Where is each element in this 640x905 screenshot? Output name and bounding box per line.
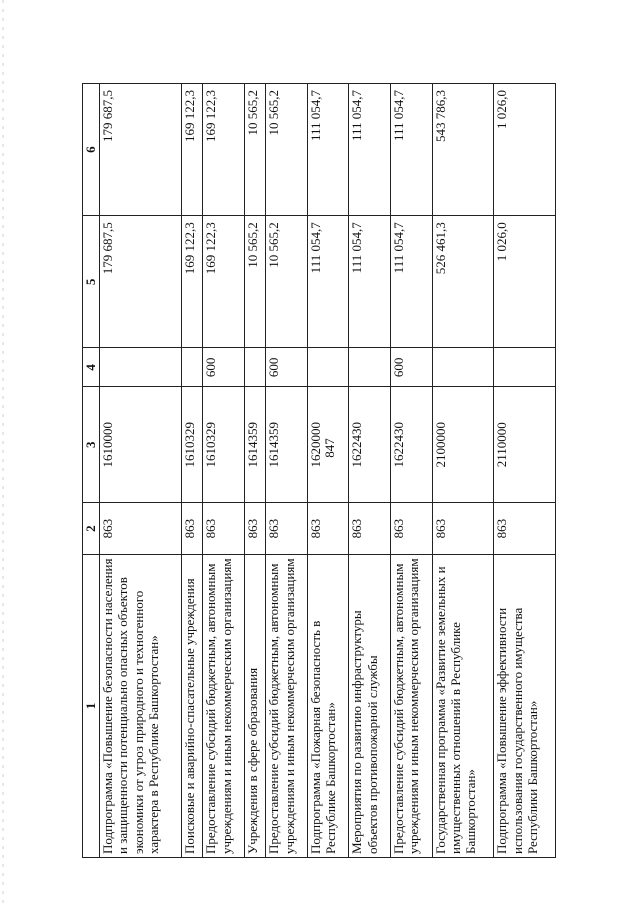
row-name: Государственная программа «Развитие земельных и имущественных отношений в Республике Башкортостан» (432, 554, 494, 857)
header-col-2: 2 (83, 503, 100, 555)
row-target-article: 2100000 (432, 387, 494, 503)
header-col-6: 6 (83, 84, 100, 216)
row-amount-1: 179 687,5 (100, 216, 182, 348)
row-code: 863 (181, 503, 202, 555)
row-name: Предоставление субсидий бюджетным, автономным учреждениям и иным некоммерческим организациям (390, 554, 432, 857)
row-name: Подпрограмма «Пожарная безопасность в Республике Башкортостан» (307, 554, 349, 857)
row-name: Подпрограмма «Повышение безопасности населения и защищенности потенциально опасных объектов экономики от угроз природного и техногенного характера в Республике Башкортостан» (100, 554, 182, 857)
row-amount-1: 111 054,7 (307, 216, 349, 348)
row-target-article: 1610000 (100, 387, 182, 503)
row-expense-type: 600 (203, 348, 245, 387)
row-code: 863 (100, 503, 182, 555)
row-amount-2: 10 565,2 (266, 84, 308, 216)
table-row (181, 84, 202, 858)
row-amount-1: 111 054,7 (390, 216, 432, 348)
row-code: 863 (349, 503, 391, 555)
table-row (349, 84, 391, 858)
row-expense-type: 600 (266, 348, 308, 387)
budget-table (82, 83, 556, 858)
row-amount-2: 111 054,7 (307, 84, 349, 216)
table-row (100, 84, 182, 858)
row-amount-1: 1 026,0 (494, 216, 556, 348)
scan-edge-mark (2, 0, 4, 905)
row-target-article: 1622430 (349, 387, 391, 503)
row-expense-type (432, 348, 494, 387)
header-col-4: 4 (83, 348, 100, 387)
row-amount-2: 111 054,7 (390, 84, 432, 216)
row-amount-2: 169 122,3 (203, 84, 245, 216)
row-code: 863 (203, 503, 245, 555)
row-expense-type (494, 348, 556, 387)
row-expense-type (181, 348, 202, 387)
row-expense-type (244, 348, 265, 387)
row-code: 863 (432, 503, 494, 555)
row-target-article: 1610329 (181, 387, 202, 503)
table-row (244, 84, 265, 858)
table-row (390, 84, 432, 858)
row-expense-type (307, 348, 349, 387)
row-amount-2: 179 687,5 (100, 84, 182, 216)
row-amount-2: 169 122,3 (181, 84, 202, 216)
table-row (307, 84, 349, 858)
row-name: Предоставление субсидий бюджетным, автономным учреждениям и иным некоммерческим организациям (266, 554, 308, 857)
row-amount-1: 111 054,7 (349, 216, 391, 348)
row-target-article: 1622430 (390, 387, 432, 503)
row-amount-1: 10 565,2 (266, 216, 308, 348)
row-expense-type (100, 348, 182, 387)
table-header-row (83, 84, 100, 858)
row-code: 863 (494, 503, 556, 555)
row-amount-1: 10 565,2 (244, 216, 265, 348)
header-col-3: 3 (83, 387, 100, 503)
row-target-article: 1620000 (307, 387, 349, 503)
row-amount-1: 169 122,3 (181, 216, 202, 348)
header-col-5: 5 (83, 216, 100, 348)
row-name: Учреждения в сфере образования (244, 554, 265, 857)
row-target-article: 1610329 (203, 387, 245, 503)
row-expense-type (349, 348, 391, 387)
row-name: Подпрограмма «Повышение эффективности использования государственного имущества Республики Башкортостан» (494, 554, 556, 857)
header-col-1: 1 (83, 554, 100, 857)
row-target-article: 1614359 (266, 387, 308, 503)
rotated-table-container (82, 83, 556, 858)
row-amount-2: 10 565,2 (244, 84, 265, 216)
row-code: 863 (266, 503, 308, 555)
row-expense-type: 600 (390, 348, 432, 387)
row-amount-2: 543 786,3 (432, 84, 494, 216)
table-row (494, 84, 556, 858)
row-name: Поисковые и аварийно-спасательные учреждения (181, 554, 202, 857)
table-row (266, 84, 308, 858)
page-number: 847 (322, 438, 337, 458)
row-amount-1: 169 122,3 (203, 216, 245, 348)
row-amount-2: 1 026,0 (494, 84, 556, 216)
row-target-article: 1614359 (244, 387, 265, 503)
row-amount-2: 111 054,7 (349, 84, 391, 216)
table-row (432, 84, 494, 858)
row-code: 863 (390, 503, 432, 555)
row-code: 863 (244, 503, 265, 555)
row-target-article: 2110000 (494, 387, 556, 503)
row-name: Мероприятия по развитию инфраструктуры объектов противопожарной службы (349, 554, 391, 857)
row-code: 863 (307, 503, 349, 555)
row-name: Предоставление субсидий бюджетным, автономным учреждениям и иным некоммерческим организациям (203, 554, 245, 857)
table-row (203, 84, 245, 858)
row-amount-1: 526 461,3 (432, 216, 494, 348)
